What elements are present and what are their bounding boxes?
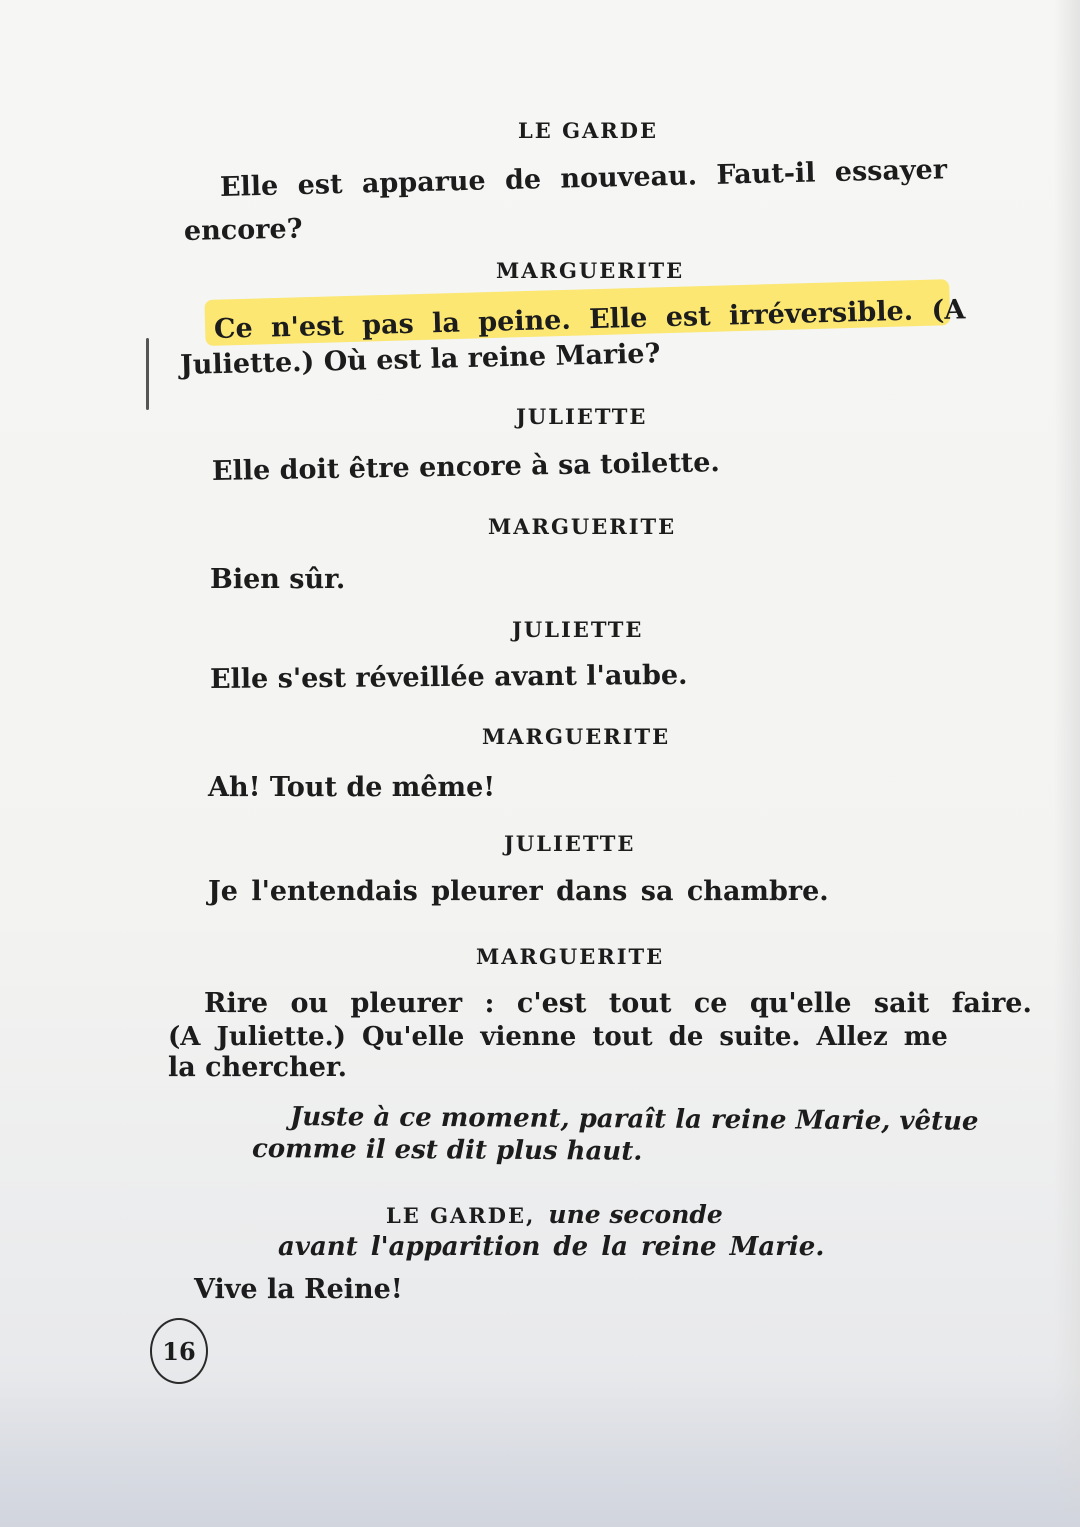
speaker-name: JULIETTE: [504, 831, 636, 856]
speaker-name: JULIETTE: [516, 404, 648, 429]
speaker-note: avant l'apparition de la reine Marie.: [278, 1232, 825, 1262]
dialogue-line: Elle est apparue de nouveau. Faut-il essayer: [219, 154, 948, 203]
page-edge-shadow: [1054, 0, 1080, 1527]
speaker-name: MARGUERITE: [488, 514, 677, 539]
speaker-name: MARGUERITE: [476, 944, 665, 969]
dialogue-line: Elle s'est réveillée avant l'aube.: [209, 659, 688, 695]
dialogue-line: Rire ou pleurer : c'est tout ce qu'elle sait faire.: [204, 988, 1032, 1019]
margin-pencil-mark: [146, 338, 149, 410]
dialogue-line: Elle doit être encore à sa toilette.: [211, 447, 721, 487]
speaker-name: JULIETTE: [512, 617, 644, 642]
dialogue-line: Ah! Tout de même!: [208, 772, 496, 803]
speaker-name: MARGUERITE: [496, 258, 685, 283]
stage-direction-line: comme il est dit plus haut.: [251, 1134, 643, 1167]
page-bottom-shadow: [0, 1377, 1080, 1527]
dialogue-line-highlighted: Ce n'est pas la peine. Elle est irréversible. (A: [213, 294, 966, 345]
page-number: 16: [162, 1336, 196, 1366]
final-speaker-heading: [386, 1200, 723, 1229]
dialogue-line: Vive la Reine!: [194, 1274, 403, 1305]
dialogue-line: la chercher.: [168, 1052, 348, 1083]
speaker-name: LE GARDE: [518, 118, 658, 143]
dialogue-line: encore?: [183, 213, 303, 247]
speaker-name: MARGUERITE: [482, 724, 671, 749]
dialogue-line: (A Juliette.) Qu'elle vienne tout de suite. Allez me: [168, 1022, 948, 1052]
speaker-note: une seconde: [548, 1200, 723, 1229]
dialogue-line: Bien sûr.: [210, 564, 346, 595]
speaker-name: LE GARDE,: [386, 1203, 536, 1228]
dialogue-line: Juliette.) Où est la reine Marie?: [179, 338, 661, 381]
page-number-circled: [150, 1318, 208, 1384]
stage-direction-line: Juste à ce moment, paraît la reine Marie, vêtue: [289, 1102, 979, 1137]
dialogue-line: Je l'entendais pleurer dans sa chambre.: [208, 876, 829, 907]
